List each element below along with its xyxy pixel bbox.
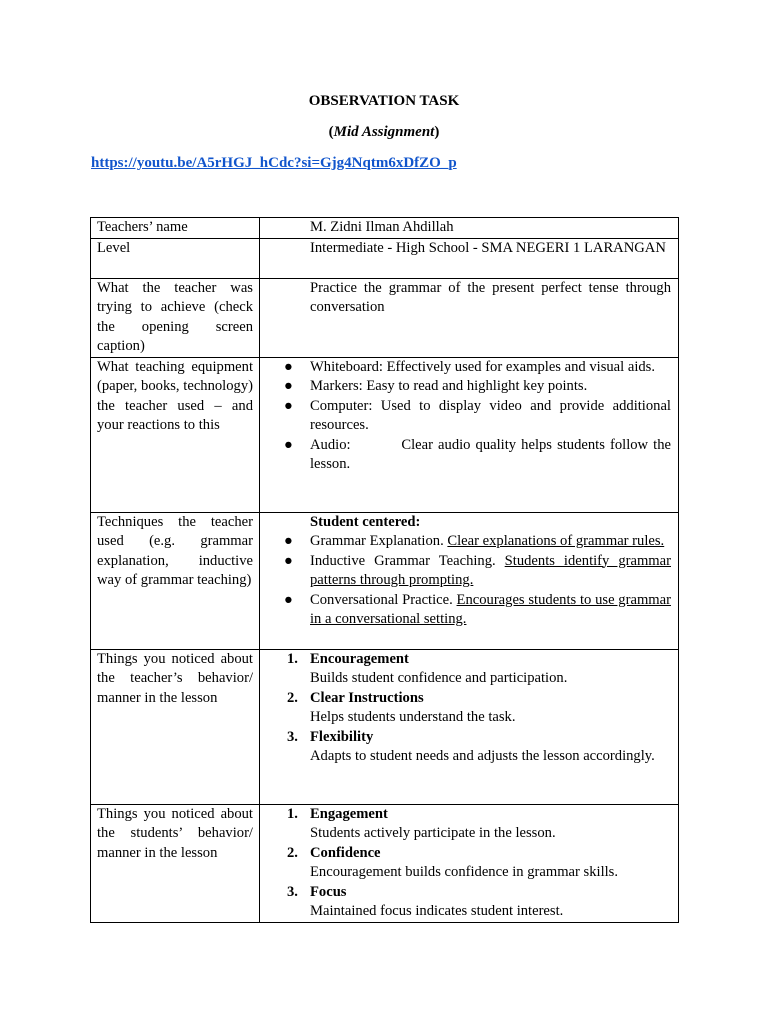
level-value: Intermediate - High School - SMA NEGERI 1 LARANGAN [310,239,666,256]
item-number: 1. [287,805,298,822]
list-item-text: Audio: Clear audio quality helps students follow the lesson. [310,436,675,472]
table-row [91,238,679,278]
item-title: Clear Instructions [310,689,424,706]
bullet-icon: ● [284,436,293,453]
subtitle-open-paren: ( [328,124,334,140]
technique-lead: Inductive Grammar Teaching. [310,552,496,569]
row-label: What the teacher was trying to achieve (check the opening screen caption) [91,278,260,357]
list-item [260,397,671,436]
item-number: 3. [287,728,298,745]
list-item [260,436,675,475]
row-value [260,218,679,239]
techniques-list [260,532,671,630]
technique-detail: Clear explanations of grammar rules. [447,533,665,549]
row-label: Teachers’ name [91,218,260,239]
bullet-icon: ● [284,591,293,608]
item-title: Engagement [310,805,388,822]
item-title: Encouragement [310,650,409,667]
item-desc: Builds student confidence and participation. [310,670,568,686]
item-title: Flexibility [310,728,374,745]
row-label: Things you noticed about the teacher’s behavior/ manner in the lesson [91,649,260,804]
technique-lead: Conversational Practice. [310,591,453,608]
item-title: Focus [310,883,347,900]
table-row [91,278,679,357]
row-value [260,649,679,804]
table-row [91,218,679,239]
bullet-icon: ● [284,533,293,549]
row-label: Level [91,238,260,278]
item-desc: Helps students understand the task. [310,709,516,725]
list-item [260,532,671,552]
student-behavior-list [260,805,671,922]
list-item [260,805,671,844]
table-row [91,512,679,649]
list-item [260,377,671,397]
list-item-text: Computer: Used to display video and provide additional resources. [310,397,671,433]
item-number: 3. [287,883,298,900]
list-item [260,883,671,922]
video-link[interactable]: https://youtu.be/A5rHGJ_hCdc?si=Gjg4Nqtm6xDfZO_p [91,155,457,171]
row-value [260,278,679,357]
goal-value: Practice the grammar of the present perfect tense through conversation [310,279,671,315]
list-item [260,552,671,591]
item-desc: Maintained focus indicates student interest. [310,903,564,919]
subtitle-close-paren: ) [434,124,440,140]
item-desc: Adapts to student needs and adjusts the lesson accordingly. [310,748,655,764]
item-title: Confidence [310,844,381,861]
page-subtitle [0,124,768,141]
list-item [260,650,671,689]
observation-table [90,217,679,923]
teacher-name-value: M. Zidni Ilman Ahdillah [310,219,454,235]
teacher-behavior-list [260,650,671,767]
list-item [260,844,671,883]
list-item [260,689,671,728]
bullet-icon: ● [284,552,293,569]
row-value [260,804,679,922]
bullet-icon: ● [284,358,293,375]
item-number: 1. [287,650,298,667]
techniques-heading: Student centered: [310,513,421,530]
list-item-text: Markers: Easy to read and highlight key points. [310,378,588,394]
item-desc: Students actively participate in the lesson. [310,825,556,841]
technique-detail: Students identify grammar patterns through prompting. [310,552,671,588]
row-value [260,238,679,278]
technique-detail: Encourages students to use grammar in a conversational setting. [310,591,671,627]
row-label: What teaching equipment (paper, books, technology) the teacher used – and your reactions to this [91,357,260,512]
row-value [260,357,679,512]
table-row [91,804,679,922]
list-item-text: Whiteboard: Effectively used for examples and visual aids. [310,358,656,375]
item-number: 2. [287,844,298,861]
row-value [260,512,679,649]
table-row [91,357,679,512]
bullet-icon: ● [284,378,293,394]
list-item [260,358,671,378]
table-row [91,649,679,804]
row-label: Techniques the teacher used (e.g. grammar explanation, inductive way of grammar teaching) [91,512,260,649]
equipment-list [260,358,675,475]
page-title: OBSERVATION TASK [308,93,460,109]
technique-lead: Grammar Explanation. [310,533,444,549]
item-desc: Encouragement builds confidence in grammar skills. [310,864,619,880]
row-label: Things you noticed about the students’ behavior/ manner in the lesson [91,804,260,922]
list-item [260,591,671,630]
item-number: 2. [287,689,298,706]
subtitle-text: Mid Assignment [333,124,435,140]
list-item [260,728,671,767]
bullet-icon: ● [284,397,293,414]
